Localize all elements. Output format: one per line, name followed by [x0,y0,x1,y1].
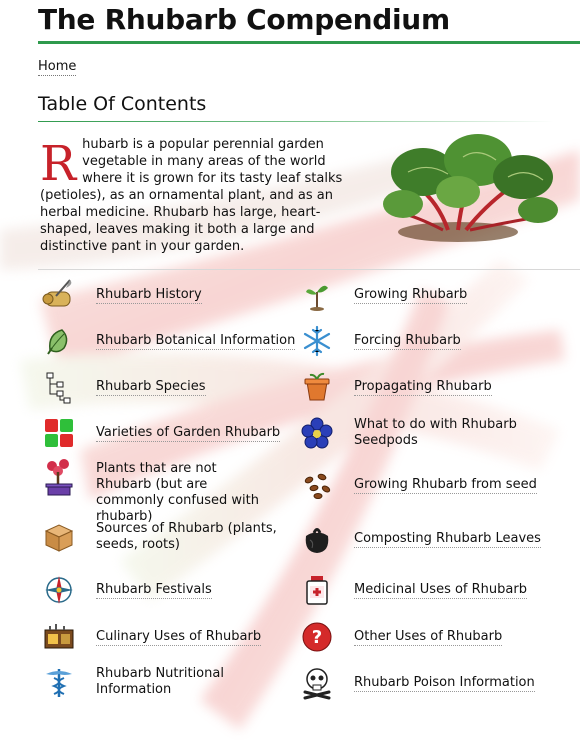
link-label: Rhubarb Poison Information [354,674,535,690]
rhubarb-plant-image [378,132,558,252]
link-label: Growing Rhubarb from seed [354,476,537,492]
skull-crossbones-icon [300,666,334,700]
site-title: The Rhubarb Compendium [38,3,450,36]
package-icon [42,521,76,555]
link-label: Growing Rhubarb [354,286,468,302]
flower-pot-icon [300,370,334,404]
link-label: Rhubarb History [96,286,202,302]
snowflake-icon [300,324,334,358]
link-rhubarb-seedpods[interactable] [300,416,534,450]
link-sources-of-rhubarb[interactable] [42,521,286,555]
toc-divider [38,121,554,122]
svg-text:?: ? [311,627,323,648]
intro-paragraph [40,136,358,255]
link-label: Rhubarb Species [96,378,206,394]
leaf-icon [42,324,76,358]
link-culinary-uses[interactable] [42,620,261,654]
home-link[interactable]: Home [38,59,77,74]
trash-bag-icon [300,522,334,556]
link-medicinal-uses[interactable] [300,573,527,607]
link-label: Sources of Rhubarb (plants, seeds, roots) [96,521,277,552]
link-label: Propagating Rhubarb [354,378,492,394]
tree-diagram-icon [42,370,76,404]
link-growing-from-seed[interactable] [300,468,537,502]
intro-dropcap: R [40,136,77,192]
stove-icon [42,620,76,654]
link-composting-leaves[interactable] [300,522,541,556]
link-rhubarb-species[interactable] [42,370,206,404]
question-icon [300,620,334,654]
medicine-bottle-icon [300,573,334,607]
seeds-icon [300,468,334,502]
toc-heading: Table Of Contents [38,93,207,115]
link-other-uses[interactable] [300,620,502,654]
link-propagating-rhubarb[interactable] [300,370,492,404]
link-growing-rhubarb[interactable] [300,278,467,312]
link-label: Medicinal Uses of Rhubarb [354,581,527,597]
link-botanical-information[interactable] [42,324,295,358]
section-divider [38,269,580,270]
blue-flower-icon [300,416,334,450]
link-label: Rhubarb Festivals [96,581,212,597]
scroll-quill-icon [42,278,76,312]
link-plants-not-rhubarb[interactable] [42,461,276,525]
title-divider [38,41,580,44]
link-rhubarb-festivals[interactable] [42,573,212,607]
link-rhubarb-history[interactable] [42,278,202,312]
link-label: Varieties of Garden Rhubarb [96,424,281,440]
link-label: Forcing Rhubarb [354,332,461,348]
compass-icon [42,573,76,607]
link-label: Rhubarb Botanical Information [96,332,296,348]
link-forcing-rhubarb[interactable] [300,324,461,358]
link-label: Other Uses of Rhubarb [354,628,503,644]
caduceus-icon [42,666,76,700]
link-label: Composting Rhubarb Leaves [354,530,541,546]
sprout-icon [300,278,334,312]
link-poison-information[interactable] [300,666,535,700]
link-label: Rhubarb Nutritional Information [96,666,224,697]
color-squares-icon [42,416,76,450]
link-nutritional-information[interactable] [42,666,246,700]
bonsai-icon [42,461,76,495]
link-varieties[interactable] [42,416,280,450]
link-label: Culinary Uses of Rhubarb [96,628,262,644]
link-label: Plants that are not Rhubarb (but are commonly confused with rhubarb) [96,461,259,524]
link-label: What to do with Rhubarb Seedpods [354,417,517,448]
intro-text: hubarb is a popular perennial garden vegetable in many areas of the world where it is grown for its tasty leaf stalks (petioles), as an ornamental plant, and as an herbal medicine. Rhubarb has large, heart-shaped, leaves making it both a large and distinctive pant in your garden. [40,137,343,254]
